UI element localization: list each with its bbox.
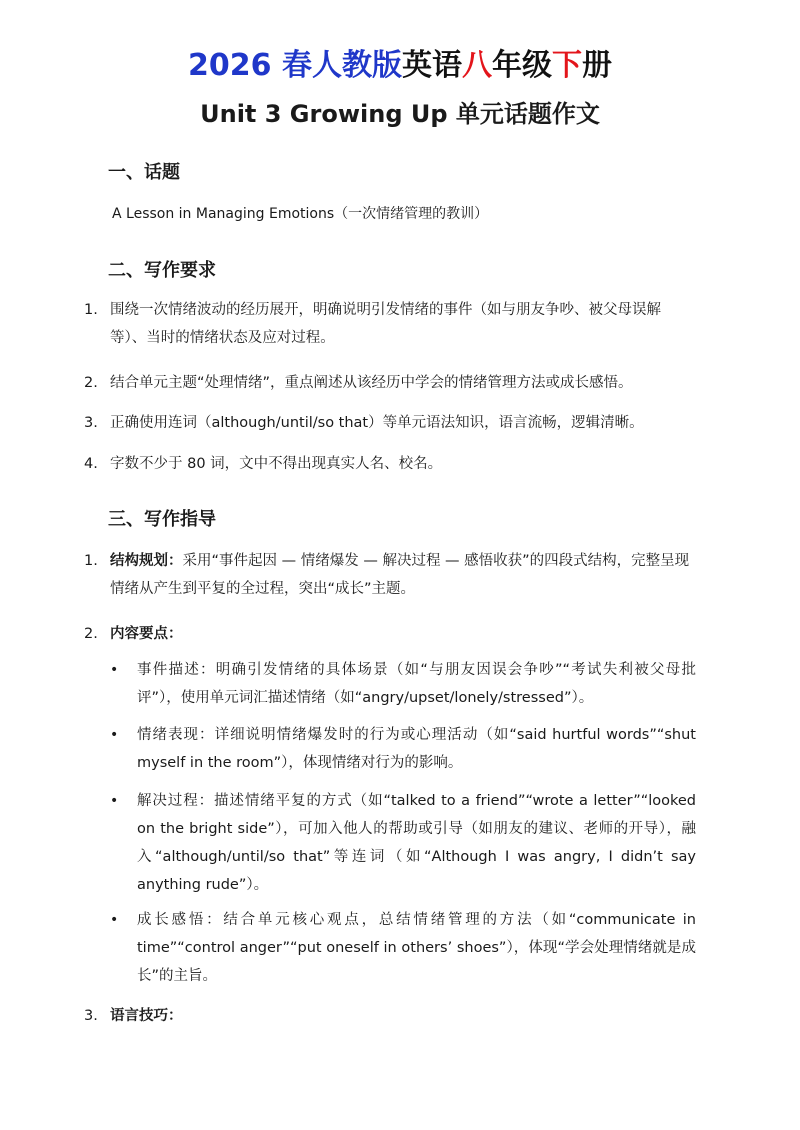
- content-point: [110, 721, 696, 777]
- content-point: [110, 656, 696, 712]
- bullet-icon: •: [110, 912, 119, 928]
- content-point: [110, 787, 696, 899]
- guidance-item: [84, 1002, 696, 1030]
- content-point: [110, 906, 696, 990]
- item-text: 结合单元主题“处理情绪”，重点阐述从该经历中学会的情绪管理方法或成长感悟。: [110, 375, 633, 391]
- guidance-label: 语言技巧：: [110, 1008, 183, 1024]
- requirement-item: [84, 450, 696, 478]
- content-point-text: 事件描述：明确引发情绪的具体场景（如“与朋友因误会争吵”“考试失利被父母批评”），使用单元词汇描述情绪（如“angry/upset/lonely/stressed”）。: [137, 662, 696, 706]
- item-number: 1.: [84, 553, 98, 569]
- requirement-item: [84, 296, 696, 352]
- title-year: 2026: [188, 48, 272, 83]
- requirement-item: [84, 409, 696, 437]
- item-number: 3.: [84, 415, 98, 431]
- item-text: 正确使用连词（although/until/so that）等单元语法知识，语言流畅，逻辑清晰。: [110, 415, 644, 431]
- document-subtitle: Unit 3 Growing Up 单元话题作文: [200, 100, 600, 128]
- item-number: 4.: [84, 456, 98, 472]
- title-volume: 下: [551, 48, 582, 83]
- guidance-label: 结构规划：: [110, 553, 183, 569]
- section-heading-requirements: 二、写作要求: [108, 260, 216, 281]
- topic-text: A Lesson in Managing Emotions（一次情绪管理的教训）: [112, 206, 489, 222]
- item-number: 2.: [84, 626, 98, 642]
- item-text: 字数不少于 80 词，文中不得出现真实人名、校名。: [110, 456, 443, 472]
- section-heading-topic: 一、话题: [108, 162, 180, 183]
- content-point-text: 解决过程：描述情绪平复的方式（如“talked to a friend”“wrote a letter”“looked on the bright side”），可加入他人的帮助或引导（如朋友的建议、老师的开导），融入“although/until/so that”等连词（如“Although I was angry, I didn’t say anything rude”）。: [137, 793, 696, 893]
- title-grade-num: 八: [461, 48, 492, 83]
- title-book: 册: [581, 48, 612, 83]
- item-number: 3.: [84, 1008, 98, 1024]
- document-title: [0, 44, 800, 88]
- bullet-icon: •: [110, 727, 119, 743]
- bullet-icon: •: [110, 662, 119, 678]
- guidance-item: [84, 620, 696, 648]
- item-number: 1.: [84, 302, 98, 318]
- content-point-text: 成长感悟：结合单元核心观点，总结情绪管理的方法（如“communicate in time”“control anger”“put oneself in others’ shoes”），体现“学会处理情绪就是成长”的主旨。: [137, 912, 696, 984]
- guidance-item: [84, 547, 696, 603]
- bullet-icon: •: [110, 793, 119, 809]
- item-number: 2.: [84, 375, 98, 391]
- guidance-label: 内容要点：: [110, 626, 183, 642]
- title-subject: 英语: [401, 48, 462, 83]
- guidance-text: 采用“事件起因 — 情绪爆发 — 解决过程 — 感悟收获”的四段式结构，完整呈现情绪从产生到平复的全过程，突出“成长”主题。: [110, 553, 690, 597]
- title-publisher: 春人教版: [281, 48, 402, 83]
- section-heading-guidance: 三、写作指导: [108, 509, 216, 530]
- content-point-text: 情绪表现：详细说明情绪爆发时的行为或心理活动（如“said hurtful words”“shut myself in the room”），体现情绪对行为的影响。: [137, 727, 696, 771]
- title-grade-rest: 年级: [491, 48, 552, 83]
- requirement-item: [84, 369, 696, 397]
- item-text: 围绕一次情绪波动的经历展开，明确说明引发情绪的事件（如与朋友争吵、被父母误解等）、当时的情绪状态及应对过程。: [110, 302, 661, 346]
